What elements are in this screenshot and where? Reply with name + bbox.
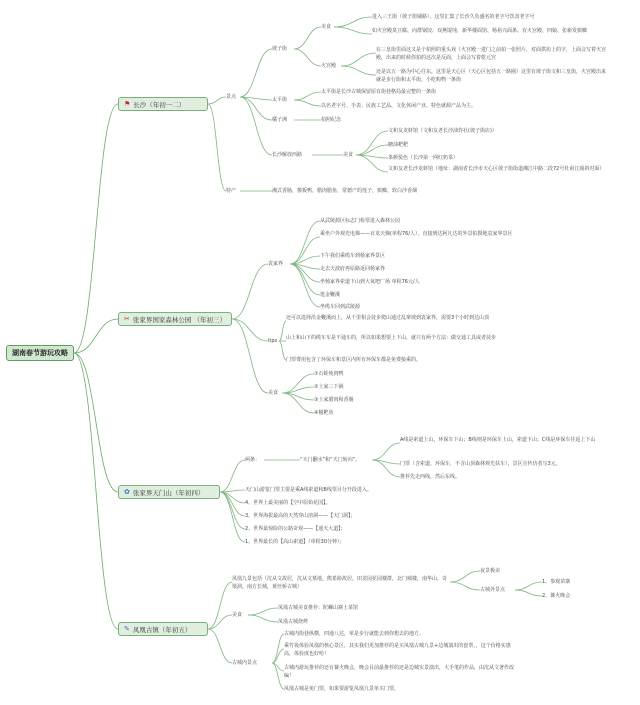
connector <box>240 97 272 120</box>
fh-inner: 古城内景点 <box>232 660 258 666</box>
cs-podzi-meishi: 美食 <box>321 24 332 30</box>
fh-inner-4: 凤凰古城是免门票，如果要游览凤凰九景单买门票。 <box>284 686 400 692</box>
tm-fact-1: 4、世界上最美丽的【空中原始花园】。 <box>245 500 331 506</box>
branch-fh-label: 凤凰古镇（年初五） <box>132 625 192 634</box>
zjj-tips: tips <box>268 338 278 344</box>
branch-tianmen-label: 张家界天门山（年初四） <box>132 488 205 497</box>
connector <box>208 629 232 663</box>
connector <box>515 590 542 596</box>
fh-inner-2: 乘竹筏体验凤凰的核心景区，其实我们更加推荐的是买凤凰古城九景+边城演出的套票，，这个价格实惠高，体验度也好哈！ <box>284 643 511 657</box>
tianmen-icon: ✿ <box>124 487 130 496</box>
fh-inner-1: 古城内街巷纵横，四通八达，单是步行就能去到你想去的地方。 <box>284 631 425 637</box>
cs-techan: 特产 <box>226 188 237 194</box>
connector <box>220 492 245 516</box>
cs-podzi: 坡子街 <box>272 46 288 52</box>
cs-hgd-1: 在三皇街里面这又是个拍照的重头戏（火宫殿一进门之前拍一张照片，对面拱坊上的字，上面会写着火宫殿，出来的时候你拍的这次是反面，上面会写着乾元宫 <box>376 47 607 61</box>
zjj-meishi-3: ③土家腊肉和香肠 <box>314 397 354 403</box>
cs-hgd-2: 还是以五一路为中心往东，这里是天心区（天心区包括五一路圈）这里有坡子街文和三皇街，火宫殿出来就是步行街和太平街，小吃购物一条街 <box>376 69 607 83</box>
branch-zjj-label: 张家界国家森林公园 （年初三） <box>132 315 226 324</box>
cs-jiefang-2: 糖油粑粑 <box>388 142 409 148</box>
connector <box>341 66 376 75</box>
cs-podzi-meishi-1: 进入三王街（坡子街铺路），这里汇集了长沙久负盛名的老字号饮食老字号 <box>372 14 535 20</box>
zjj-meishi-4: ④糍粑鱼 <box>314 410 334 416</box>
cs-taiping-1: 太平街是长沙古城保留原有街巷格局最完整的一条街 <box>321 89 437 95</box>
fh-sub-2: 古城外景点 <box>480 587 506 593</box>
zjj-meishi: 美食 <box>268 390 279 396</box>
connector <box>334 17 372 27</box>
fh-meishi-2: 凤凰古城烧烤 <box>278 619 309 625</box>
connector <box>208 104 226 191</box>
book-icon: ✎ <box>124 624 130 633</box>
zjj-yjj-1: 从武陵源区标志门检票进入森林公园 <box>320 218 401 224</box>
zjj-meishi-2: ②土家三下锅 <box>314 384 344 390</box>
connector <box>240 49 272 97</box>
connector <box>74 353 118 629</box>
fh-sub-1: 夜景极美 <box>480 568 501 574</box>
tm-route-1: A线是索道上山，环保车下山；B线则是环保车上山，索道下山；C线是环保车往返上下山 <box>400 437 596 443</box>
cs-jiefang-1: 文和友龙虾馆（文和友老长沙油炸社(坡子街店)） <box>388 128 497 134</box>
connector <box>372 443 400 460</box>
connector <box>74 104 118 353</box>
cs-jiefang-3: 茶颜悦色（长沙第一网红奶茶） <box>388 155 459 161</box>
cs-juzizhou: 橘子洲 <box>272 117 288 123</box>
zjj-tips-2: 山上和山下的缆车车是不通车的，所以如果想要上下山，就只有两个方法：做交通工具或者徒步 <box>286 335 497 341</box>
connector <box>450 582 480 590</box>
connector <box>232 264 268 319</box>
zjj-yjj-5: 坐杨家界索道下山到大氧吧广场 单程76元/人 <box>320 279 420 285</box>
fh-inner-3: 古城内游玩推荐的还有篝火晚会，晚会目前最推荐的还是边城实景演出，大手笔的作品，由沈从文著作改编！ <box>284 665 515 679</box>
connector <box>220 460 245 492</box>
cs-taiping-2: 以名老字号、手表、民族工艺品、文化休闲产业、特色就源产品为主。 <box>321 103 477 109</box>
connector <box>294 27 321 49</box>
branch-zhangjiajie[interactable] <box>118 312 232 326</box>
cs-juzizhou-1: 拍照纪念 <box>321 117 342 123</box>
connector <box>248 615 278 622</box>
fh-meishi: 美食 <box>232 612 243 618</box>
root-label: 湖南春节游玩攻略 <box>12 349 68 357</box>
fh-scope: 凤凰九景包括（沈从文故居，沈从文墓地，熊希龄故居，田龙园花园楼群，北门城楼，南华山，奇梁洞，南方长城，黄丝桥古城） <box>232 576 448 590</box>
zjj-tips-1: 还可以选择沿金鞭溪而上，从千里相会徒步爬山通过乱窜坡到袁家界，需要3个小时到达山顶 <box>286 315 490 321</box>
tm-route: “天门翻水”和“天门转向”。 <box>300 457 361 463</box>
cs-huogongdian: 火宫殿 <box>321 63 337 69</box>
connector <box>272 649 284 663</box>
cs-jiefang: 长沙解放西路 <box>272 152 303 158</box>
tm-fact-0: 天门山游览门票主要是乘A线索道和B线票目分开段进入。 <box>245 487 372 493</box>
zjj-yjj-6: 逛金鞭溪 <box>320 292 341 298</box>
fh-outside-1: 1、参观苗寨 <box>542 579 571 585</box>
fh-meishi-1: 凤凰古城美食推荐：陀螺山寨土菜馆 <box>278 605 359 611</box>
zjj-yjj-7: 坐缆车回到武陵源 <box>320 304 361 310</box>
connector <box>279 341 286 360</box>
flag-icon: ⚑ <box>124 99 131 108</box>
connector <box>272 634 284 663</box>
connector <box>232 319 268 341</box>
cs-taiping: 太平街 <box>272 97 288 103</box>
tm-route-2: 门票（含索道、环保车，不含山顶森林观光扶车），景区宣传仿者写3元。 <box>400 461 561 467</box>
connector <box>372 460 400 477</box>
cs-techan-1: 湘式香肠，酱板鸭，腊肉腊鱼，常德产的莲子，槟榔，软白沙香烟 <box>272 188 418 194</box>
connector <box>515 582 542 590</box>
zjj-yjj-2: 乘坐户外观光电梯——百龙天梯(单程76/人），直接到达阿凡达的外景拍摄地袁家界景区 <box>320 231 513 237</box>
branch-fenghuang[interactable] <box>118 622 208 636</box>
tm-fact-4: 1、世界最长的【高山索道】（单程30分钟）； <box>245 539 345 545</box>
connector <box>294 92 321 100</box>
tm-liangtiao: 两条： <box>245 457 261 463</box>
connector <box>450 571 480 582</box>
connector <box>74 353 118 492</box>
connector <box>294 100 321 106</box>
connector <box>220 492 245 542</box>
zjj-yuanjiajie: 袁家界 <box>268 261 284 267</box>
cs-podzi-meishi-2: 如火宫殿臭豆腐、向群锅饺、双燕馄饨、新华楼面馆、杨裕兴面条、有火宫殿、四娘、张新发槟榔 <box>372 28 588 34</box>
connector <box>356 145 388 155</box>
connector <box>341 53 376 66</box>
branch-changsha-label: 长沙（年初一二） <box>133 100 186 109</box>
connector <box>290 264 320 307</box>
connector <box>294 49 321 66</box>
connector <box>240 97 272 155</box>
zjj-meishi-1: ①石蛙炖肉鸭 <box>314 371 344 377</box>
connector <box>356 131 388 155</box>
cs-jingdian: 景点 <box>226 94 237 100</box>
zjj-yjj-4: 走去天波府再原路返回杨家界 <box>320 266 386 272</box>
connector <box>248 608 278 615</box>
connector <box>334 27 372 34</box>
connector <box>282 393 314 413</box>
zjj-yjj-3: 下午我们乘缆车到杨家界景区 <box>320 253 386 259</box>
connector <box>74 319 118 353</box>
connector <box>290 221 320 264</box>
branch-changsha[interactable] <box>118 97 208 111</box>
cs-jiefang-4: 文和友老长沙龙虾馆（地址：湖南省长沙市天心区坡子街街道湘江中路二段72号杜甫江阁斜对面） <box>388 166 605 172</box>
connector <box>208 97 226 104</box>
root-node[interactable] <box>6 345 74 361</box>
zjj-tips-3: 门票费用包含了环保车和景区内所有环保车都是免费接乘的。 <box>286 357 422 363</box>
tm-route-3: 推荐先走西线，然后东线。 <box>400 474 461 480</box>
tm-fact-2: 3、世界海拔最高的天然穿山溶洞——【天门洞】； <box>245 513 356 519</box>
dancer-icon: ✂ <box>124 314 130 323</box>
tm-fact-3: 2、世界最惊险的公路奇观——【通天大道】； <box>245 526 346 532</box>
fh-outside-2: 2、篝火晚会 <box>542 593 571 599</box>
connector <box>279 321 286 341</box>
branch-tianmen[interactable] <box>118 485 220 499</box>
cs-jiefang-meishi: 美食 <box>343 152 354 158</box>
